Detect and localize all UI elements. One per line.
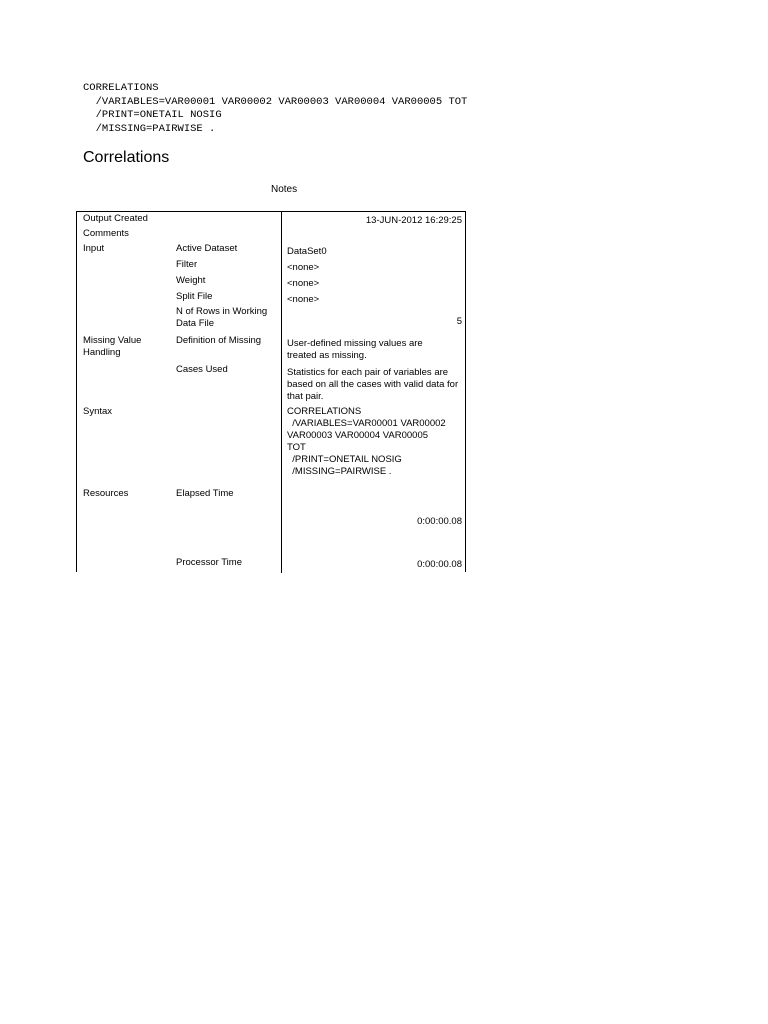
missing-value-handling-label: Missing Value Handling (83, 335, 142, 358)
notes-table-title: Notes (271, 184, 298, 195)
cases-used-label: Cases Used (176, 364, 228, 375)
weight-value: <none> (287, 278, 320, 289)
split-file-value: <none> (287, 294, 320, 305)
output-created-label: Output Created (83, 213, 148, 224)
syntax-line: CORRELATIONS (83, 82, 159, 94)
syntax-value: CORRELATIONS /VARIABLES=VAR00001 VAR00002 VAR00003 VAR00004 VAR00005 TOT /PRINT=ONETAIL NOSIG /MISSING=PAIRWISE . (287, 406, 446, 477)
notes-table (76, 211, 466, 572)
input-label: Input (83, 243, 105, 254)
definition-of-missing-label: Definition of Missing (176, 335, 262, 346)
processor-time-label: Processor Time (176, 557, 242, 568)
syntax-block (83, 82, 467, 136)
split-file-label: Split File (176, 291, 213, 302)
weight-label: Weight (176, 275, 206, 286)
n-rows-value: 5 (456, 316, 462, 327)
cases-used-value: Statistics for each pair of variables are based on all the cases with valid data for that pair. (287, 367, 459, 402)
output-created-value: 13-JUN-2012 16:29:25 (365, 215, 462, 226)
n-rows-label: N of Rows in Working Data File (176, 306, 268, 329)
syntax-line: /MISSING=PAIRWISE . (83, 122, 216, 135)
section-heading: Correlations (83, 149, 170, 166)
column-divider (281, 211, 282, 573)
syntax-label: Syntax (83, 406, 113, 417)
syntax-line: /VARIABLES=VAR00001 VAR00002 VAR00003 VAR00004 VAR00005 TOT (83, 95, 468, 108)
filter-label: Filter (176, 259, 198, 270)
processor-time-value: 0:00:00.08 (417, 559, 462, 570)
filter-value: <none> (287, 262, 320, 273)
comments-label: Comments (83, 228, 129, 239)
syntax-line: /PRINT=ONETAIL NOSIG (83, 109, 222, 121)
resources-label: Resources (83, 488, 129, 499)
definition-of-missing-value: User-defined missing values are treated as missing. (287, 338, 423, 361)
elapsed-time-value: 0:00:00.08 (417, 516, 462, 527)
active-dataset-label: Active Dataset (176, 243, 238, 254)
elapsed-time-label: Elapsed Time (176, 488, 234, 499)
active-dataset-value: DataSet0 (287, 246, 327, 257)
